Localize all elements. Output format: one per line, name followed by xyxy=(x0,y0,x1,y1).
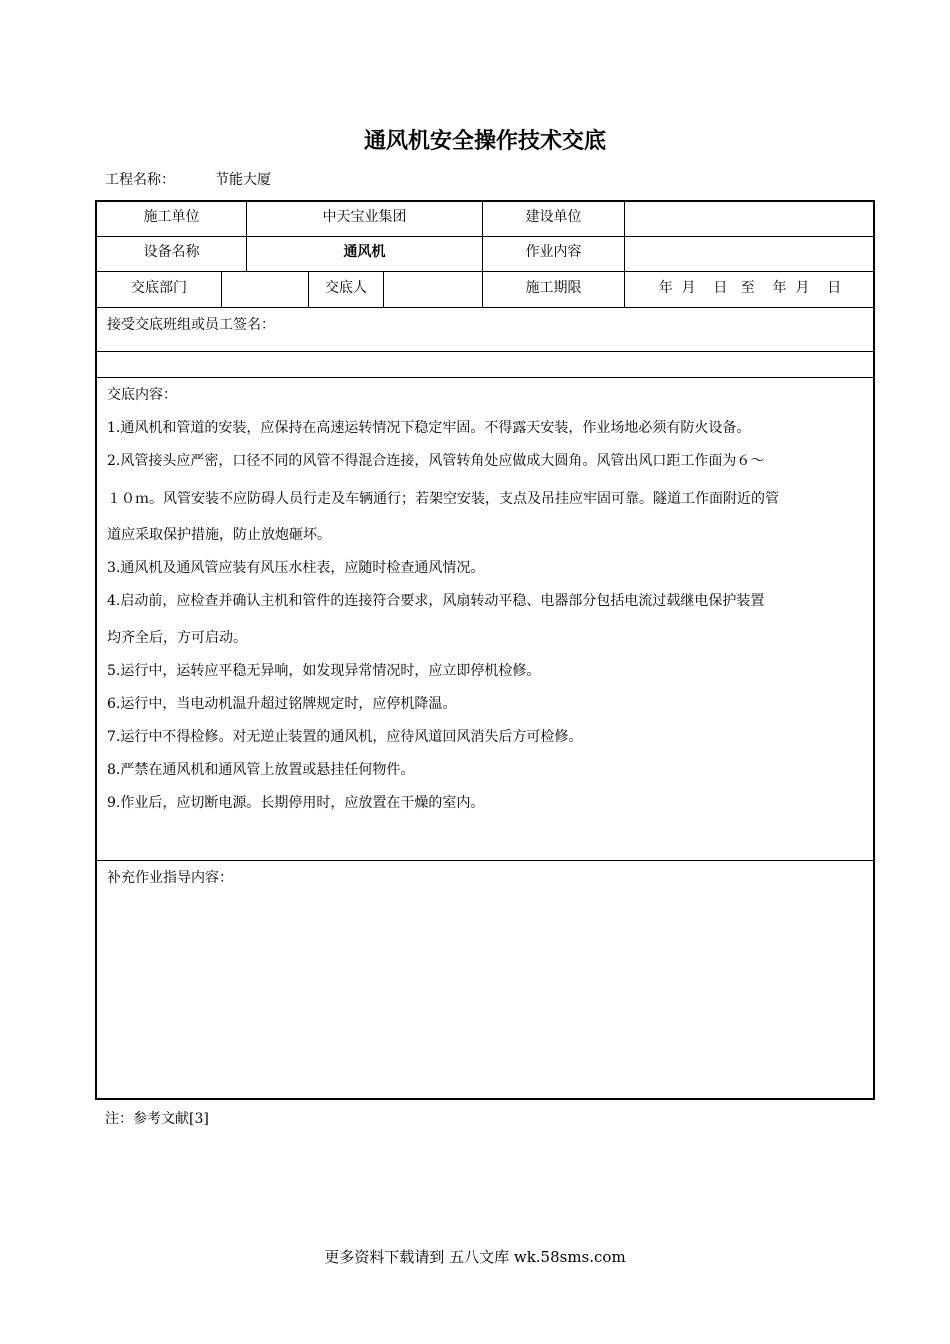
construction-period-label: 施工期限 xyxy=(525,280,582,296)
reference-note: 注：参考文献[3] xyxy=(105,1111,209,1127)
equipment-name-label: 设备名称 xyxy=(143,244,200,260)
project-name-line xyxy=(105,169,271,189)
content-line: 道应采取保护措施，防止放炮砸坏。 xyxy=(107,527,331,543)
project-name-label: 工程名称： xyxy=(105,172,175,188)
content-line: 6.运行中，当电动机温升超过铭牌规定时，应停机降温。 xyxy=(107,696,457,712)
signature-label: 接受交底班组或员工签名： xyxy=(107,317,275,333)
construction-unit-label: 施工单位 xyxy=(143,209,200,225)
content-line: 4.启动前，应检查并确认主机和管件的连接符合要求，风扇转动平稳、电器部分包括电流过载继电保护装置 xyxy=(107,593,765,609)
footer-text: 更多资料下载请到 五八文库 wk.58sms.com xyxy=(324,1248,626,1266)
content-label: 交底内容： xyxy=(107,387,177,403)
content-line: 7.运行中不得检修。对无逆止装置的通风机，应待风道回风消失后方可检修。 xyxy=(107,729,583,745)
document-title: 通风机安全操作技术交底 xyxy=(363,129,606,154)
content-line: 2.风管接头应严密，口径不同的风管不得混合连接，风管转角处应做成大圆角。风管出风口距工作面为６～ xyxy=(107,453,765,469)
content-line: １０ｍ。风管安装不应防碍人员行走及车辆通行；若架空安装，支点及吊挂应牢固可靠。隧道工作面附近的管 xyxy=(107,491,779,507)
row-divider xyxy=(97,307,873,308)
row-divider xyxy=(97,351,873,352)
client-unit-label: 建设单位 xyxy=(525,209,582,225)
content-line: 均齐全后，方可启动。 xyxy=(107,630,247,646)
row-divider xyxy=(97,236,873,237)
handover-dept-label: 交底部门 xyxy=(131,280,187,296)
content-line: 9.作业后，应切断电源。长期停用时，应放置在干燥的室内。 xyxy=(107,795,485,811)
content-line: 3.通风机及通风管应装有风压水柱表，应随时检查通风情况。 xyxy=(107,560,485,576)
content-line: 1.通风机和管道的安装，应保持在高速运转情况下稳定牢固。不得露天安装，作业场地必须有防火设备。 xyxy=(107,420,751,436)
content-line: 5.运行中，运转应平稳无异响，如发现异常情况时，应立即停机检修。 xyxy=(107,663,541,679)
row-divider xyxy=(97,377,873,378)
supplement-label: 补充作业指导内容： xyxy=(107,870,233,886)
work-content-label: 作业内容 xyxy=(525,244,582,260)
content-line: 8.严禁在通风机和通风管上放置或悬挂任何物件。 xyxy=(107,762,415,778)
row-divider xyxy=(97,271,873,272)
construction-period-value: 年 月 日 至 年 月 日 xyxy=(658,280,842,296)
col-divider xyxy=(383,271,384,307)
handover-form-table xyxy=(95,200,875,1100)
construction-unit-value: 中天宝业集团 xyxy=(322,209,407,225)
row-divider xyxy=(97,860,873,861)
equipment-name-value: 通风机 xyxy=(343,244,386,260)
project-name-value: 节能大厦 xyxy=(215,172,271,188)
handover-person-label: 交底人 xyxy=(325,280,367,296)
col-divider xyxy=(221,271,222,307)
